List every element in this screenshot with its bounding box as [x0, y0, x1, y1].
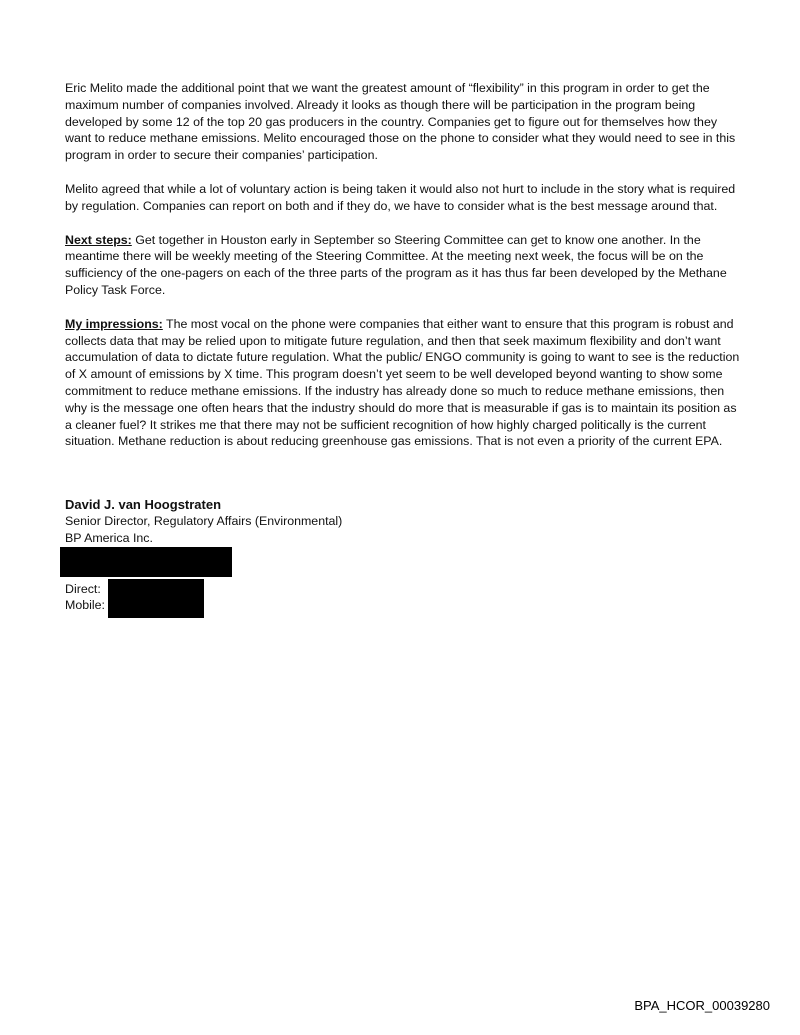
signature-name: David J. van Hoogstraten — [65, 497, 222, 512]
paragraph-regulation: Melito agreed that while a lot of voluntary action is being taken it would also not hurt to include in the story what is required by regulation. Companies can report on both and if they do, we have to consider what is the best message around that. — [65, 181, 736, 213]
impressions-text: The most vocal on the phone were companies that either want to ensure that this program is robust and collects data that may be relied upon to mitigate future regulation, and then that seek maximum flexibility and don’t want accumulation of data to dictate future regulation. What the public/ ENGO community is going to want to see is the reduction of X amount of emissions by X time. This program doesn’t yet seem to be well developed beyond wanting to show some commitment to reduce methane emissions. If the industry has already done so much to reduce methane emissions, then why is the message one often hears that the industry should do more that is measurable if gas is to maintain its position as a cleaner fuel? It strikes me that there may not be sufficient recognition of how highly charged politically is the current situation. Methane reduction is about reducing greenhouse gas emissions. That is not even a priority of the current EPA. — [65, 316, 740, 449]
next-steps-text: Get together in Houston early in September so Steering Committee can get to know one another. In the meantime there will be weekly meeting of the Steering Committee. At the meeting next week, the focus will be on the sufficiency of the one-pagers on each of the three parts of the program as it has thus far been developed by the Methane Policy Task Force. — [65, 232, 727, 297]
signature-title: Senior Director, Regulatory Affairs (Environmental) — [65, 514, 343, 528]
impressions-label: My impressions: — [65, 316, 163, 331]
signature-block — [65, 496, 465, 546]
direct-label: Direct: — [65, 582, 101, 596]
redaction-address — [60, 547, 232, 577]
memo-body — [65, 80, 740, 467]
paragraph-flexibility: Eric Melito made the additional point that we want the greatest amount of “flexibility” in this program in order to get the maximum number of companies involved. Already it looks as though there will be participation in the program being developed by some 12 of the top 20 gas producers in the country. Companies get to figure out for themselves how they want to reduce methane emissions. Melito encouraged those on the phone to consider what they would need to see in this program in order to secure their companies’ participation. — [65, 81, 736, 163]
paragraph-impressions — [65, 316, 740, 450]
mobile-label: Mobile: — [65, 598, 105, 612]
bates-number: BPA_HCOR_00039280 — [634, 998, 770, 1013]
signature-company: BP America Inc. — [65, 530, 153, 545]
paragraph-next-steps — [65, 232, 740, 299]
redaction-phone-numbers — [108, 579, 204, 618]
next-steps-label: Next steps: — [65, 232, 132, 247]
